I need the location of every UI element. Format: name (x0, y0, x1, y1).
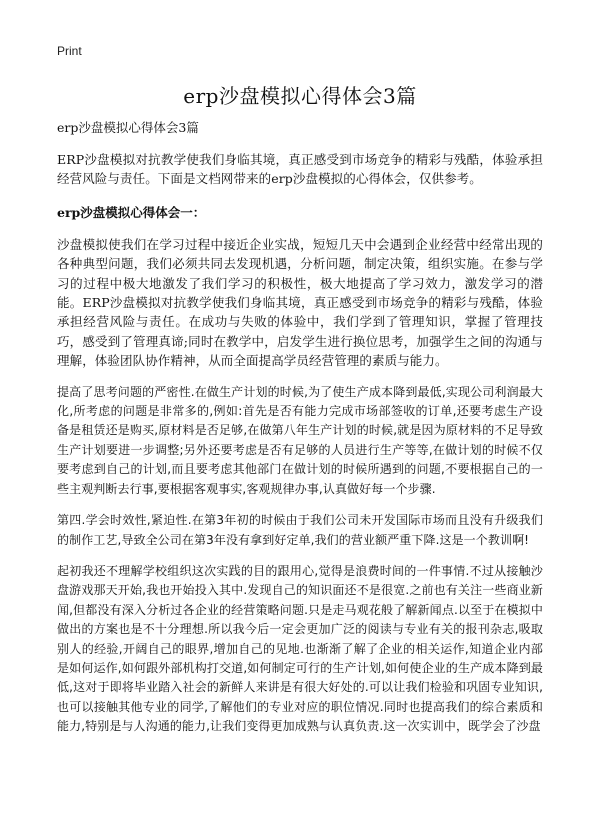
intro-paragraph: ERP沙盘模拟对抗教学使我们身临其境，真正感受到市场竞争的精彩与残酷，体验承担经营风险与责任。下面是文档网带来的erp沙盘模拟的心得体会，仅供参考。 (57, 152, 543, 187)
print-link[interactable]: Print (57, 44, 82, 58)
body-paragraph-4: 起初我还不理解学校组织这次实践的目的跟用心,觉得是浪费时间的一件事情.不过从接触沙盘游戏那天开始,我也开始投入其中.发现自己的知识面还不是很宽.之前也有关注一些商业新闻,但都没有深入分析过各企业的经营策略问题.只是走马观花般了解新闻点.以至于在模拟中做出的方案也是不十分理想.所以我今后一定会更加广泛的阅读与专业有关的报刊杂志,吸取别人的经验,开阔自己的眼界,增加自己的见地.也渐渐了解了企业的相关运作,知道企业内部是如何运作,如何跟外部机构打交道,如何制定可行的生产计划,如何使企业的生产成本降到最低,这对于即将毕业踏入社会的新鲜人来讲是有很大好处的.可以让我们检验和巩固专业知识,也可以接触其他专业的同学,了解他们的专业对应的职位情况.同时也提高我们的综合素质和能力,特别是与人沟通的能力,让我们变得更加成熟与认真负责.这一次实训中，既学会了沙盘 (57, 563, 543, 734)
document-body (57, 118, 543, 749)
body-paragraph-2: 提高了思考问题的严密性.在做生产计划的时候,为了使生产成本降到最低,实现公司利润最大化,所考虑的问题是非常多的,例如:首先是否有能力完成市场部签收的订单,还要考虑生产设备是租赁还是购买,原材料是否足够,在做第八年生产计划的时候,就是因为原材料的不足导致生产计划要进一步调整;另外还要考虑是否有足够的人员进行生产等等,在做计划的时候不仅要考虑到自己的计划,而且要考虑其他部门在做计划的时候所遇到的问题,不要根据自己的一些主观判断去行事,要根据客观事实,客观规律办事,认真做好每一个步骤. (57, 384, 543, 496)
section-heading: erp沙盘模拟心得体会一： (57, 204, 206, 220)
body-paragraph-3: 第四.学会时效性,紧迫性.在第3年初的时候由于我们公司未开发国际市场而且没有升级我们的制作工艺,导致全公司在第3年没有拿到好定单,我们的营业额严重下降.这是一个教训啊! (57, 513, 543, 547)
body-paragraph-1: 沙盘模拟使我们在学习过程中接近企业实战，短短几天中会遇到企业经营中经常出现的各种典型问题，我们必须共同去发现机遇，分析问题，制定决策，组织实施。在参与学习的过程中极大地激发了我们学习的积极性，极大地提高了学习效力，激发学习的潜能。ERP沙盘模拟对抗教学使我们身临其境，真正感受到市场竞争的精彩与残酷，体验承担经营风险与责任。在成功与失败的体验中，我们学到了管理知识，掌握了管理技巧，感受到了管理真谛;同时在教学中，启发学生进行换位思考，加强学生之间的沟通与理解，体验团队协作精神，从而全面提高学员经营管理的素质与能力。 (57, 236, 543, 369)
document-title: erp沙盘模拟心得体会3篇 (183, 84, 417, 108)
document-subtitle: erp沙盘模拟心得体会3篇 (57, 120, 199, 135)
